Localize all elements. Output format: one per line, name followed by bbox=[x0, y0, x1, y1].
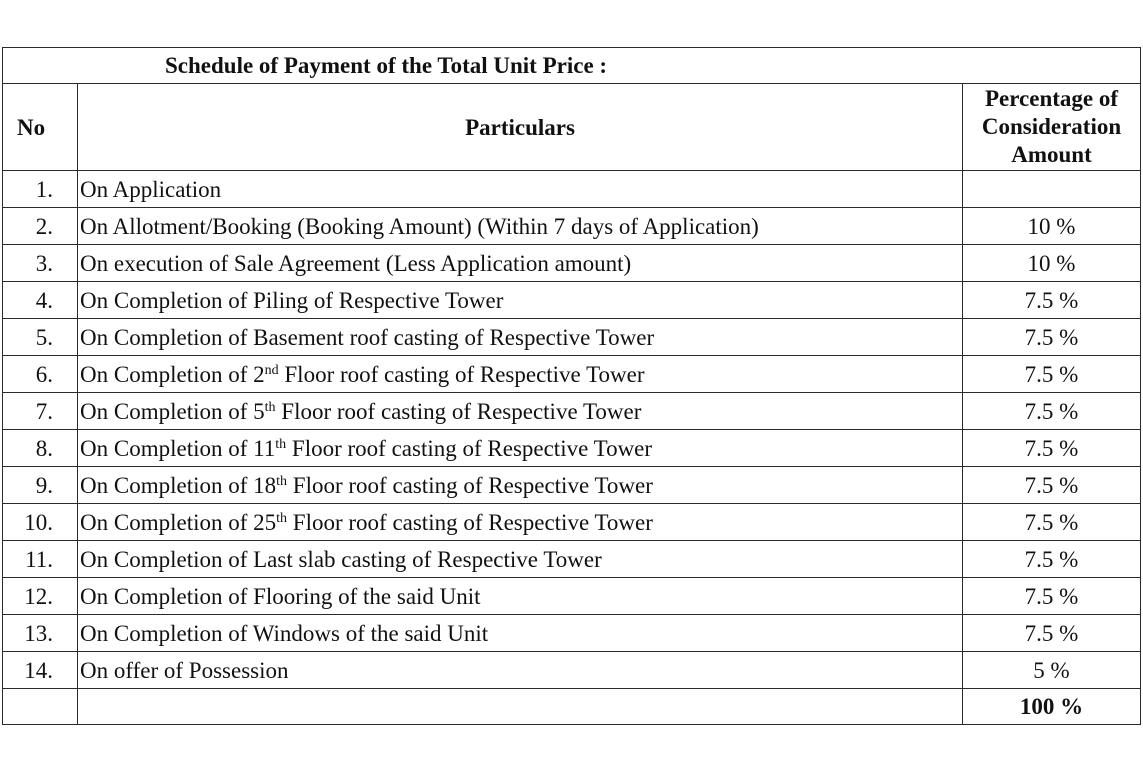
particulars-text-rest: Floor roof casting of Respective Tower bbox=[275, 398, 642, 424]
total-particulars-cell bbox=[78, 689, 963, 725]
table-row bbox=[3, 467, 1141, 504]
table-title: Schedule of Payment of the Total Unit Price : bbox=[3, 48, 1141, 84]
row-particulars bbox=[78, 245, 963, 282]
row-number: 1. bbox=[3, 171, 78, 208]
row-particulars bbox=[78, 319, 963, 356]
row-number: 3. bbox=[3, 245, 78, 282]
table-row bbox=[3, 245, 1141, 282]
table-body bbox=[3, 171, 1141, 689]
row-percentage: 7.5 % bbox=[963, 319, 1141, 356]
particulars-text-rest: Floor roof casting of Respective Tower bbox=[278, 361, 645, 387]
row-percentage: 7.5 % bbox=[963, 615, 1141, 652]
ordinal-suffix: th bbox=[276, 473, 288, 489]
particulars-text: On Completion of 25 bbox=[80, 509, 277, 535]
table-row bbox=[3, 652, 1141, 689]
row-particulars bbox=[78, 282, 963, 319]
row-number: 8. bbox=[3, 430, 78, 467]
row-percentage: 7.5 % bbox=[963, 393, 1141, 430]
row-percentage bbox=[963, 171, 1141, 208]
row-number: 9. bbox=[3, 467, 78, 504]
row-number: 4. bbox=[3, 282, 78, 319]
row-particulars bbox=[78, 652, 963, 689]
table-row bbox=[3, 282, 1141, 319]
ordinal-suffix: th bbox=[276, 510, 288, 526]
table-row bbox=[3, 615, 1141, 652]
row-percentage: 7.5 % bbox=[963, 578, 1141, 615]
row-particulars bbox=[78, 208, 963, 245]
row-number: 10. bbox=[3, 504, 78, 541]
row-particulars bbox=[78, 578, 963, 615]
ordinal-suffix: th bbox=[275, 436, 287, 452]
row-number: 13. bbox=[3, 615, 78, 652]
table-row bbox=[3, 171, 1141, 208]
row-percentage: 7.5 % bbox=[963, 467, 1141, 504]
table-row bbox=[3, 393, 1141, 430]
row-number: 6. bbox=[3, 356, 78, 393]
particulars-text: On Completion of Basement roof casting of Respective Tower bbox=[80, 324, 655, 350]
particulars-text-rest: Floor roof casting of Respective Tower bbox=[286, 435, 653, 461]
particulars-text: On Application bbox=[80, 176, 222, 202]
row-percentage: 7.5 % bbox=[963, 504, 1141, 541]
particulars-text: On Completion of Windows of the said Unit bbox=[80, 620, 489, 646]
row-particulars bbox=[78, 393, 963, 430]
row-number: 11. bbox=[3, 541, 78, 578]
table-row bbox=[3, 356, 1141, 393]
column-header-percentage bbox=[963, 84, 1141, 171]
row-particulars bbox=[78, 541, 963, 578]
particulars-text: On Completion of 2 bbox=[80, 361, 265, 387]
row-percentage: 7.5 % bbox=[963, 430, 1141, 467]
row-number: 2. bbox=[3, 208, 78, 245]
payment-schedule-table bbox=[2, 47, 1141, 725]
ordinal-suffix: nd bbox=[264, 362, 279, 378]
particulars-text: On Allotment/Booking (Booking Amount) (Within 7 days of Application) bbox=[80, 213, 759, 239]
table-row bbox=[3, 541, 1141, 578]
percentage-header-line-3: Amount bbox=[1011, 142, 1092, 167]
total-row bbox=[3, 689, 1141, 725]
particulars-text: On Completion of Flooring of the said Unit bbox=[80, 583, 481, 609]
table-row bbox=[3, 504, 1141, 541]
row-number: 7. bbox=[3, 393, 78, 430]
particulars-text: On Completion of 18 bbox=[80, 472, 277, 498]
table-row bbox=[3, 208, 1141, 245]
row-number: 14. bbox=[3, 652, 78, 689]
row-particulars bbox=[78, 171, 963, 208]
total-percentage: 100 % bbox=[963, 689, 1141, 725]
row-number: 5. bbox=[3, 319, 78, 356]
row-particulars bbox=[78, 467, 963, 504]
particulars-text-rest: Floor roof casting of Respective Tower bbox=[287, 509, 653, 535]
particulars-text: On offer of Possession bbox=[80, 657, 289, 683]
column-header-no: No bbox=[3, 84, 78, 171]
row-particulars bbox=[78, 504, 963, 541]
particulars-text: On Completion of 5 bbox=[80, 398, 265, 424]
particulars-text: On Completion of 11 bbox=[80, 435, 276, 461]
ordinal-suffix: th bbox=[264, 399, 276, 415]
table-row bbox=[3, 430, 1141, 467]
particulars-text: On execution of Sale Agreement (Less Application amount) bbox=[80, 250, 632, 276]
row-percentage: 5 % bbox=[963, 652, 1141, 689]
particulars-text-rest: Floor roof casting of Respective Tower bbox=[287, 472, 653, 498]
row-particulars bbox=[78, 430, 963, 467]
row-percentage: 10 % bbox=[963, 208, 1141, 245]
row-percentage: 7.5 % bbox=[963, 282, 1141, 319]
row-percentage: 7.5 % bbox=[963, 356, 1141, 393]
total-no-cell bbox=[3, 689, 78, 725]
row-particulars bbox=[78, 615, 963, 652]
particulars-text: On Completion of Last slab casting of Respective Tower bbox=[80, 546, 602, 572]
row-number: 12. bbox=[3, 578, 78, 615]
row-particulars bbox=[78, 356, 963, 393]
payment-schedule-document bbox=[2, 47, 1140, 725]
row-percentage: 10 % bbox=[963, 245, 1141, 282]
table-row bbox=[3, 578, 1141, 615]
table-row bbox=[3, 319, 1141, 356]
column-header-particulars: Particulars bbox=[78, 84, 963, 171]
row-percentage: 7.5 % bbox=[963, 541, 1141, 578]
percentage-header-line-1: Percentage of bbox=[984, 86, 1119, 111]
percentage-header-line-2: Consideration bbox=[981, 114, 1122, 139]
particulars-text: On Completion of Piling of Respective Tower bbox=[80, 287, 504, 313]
